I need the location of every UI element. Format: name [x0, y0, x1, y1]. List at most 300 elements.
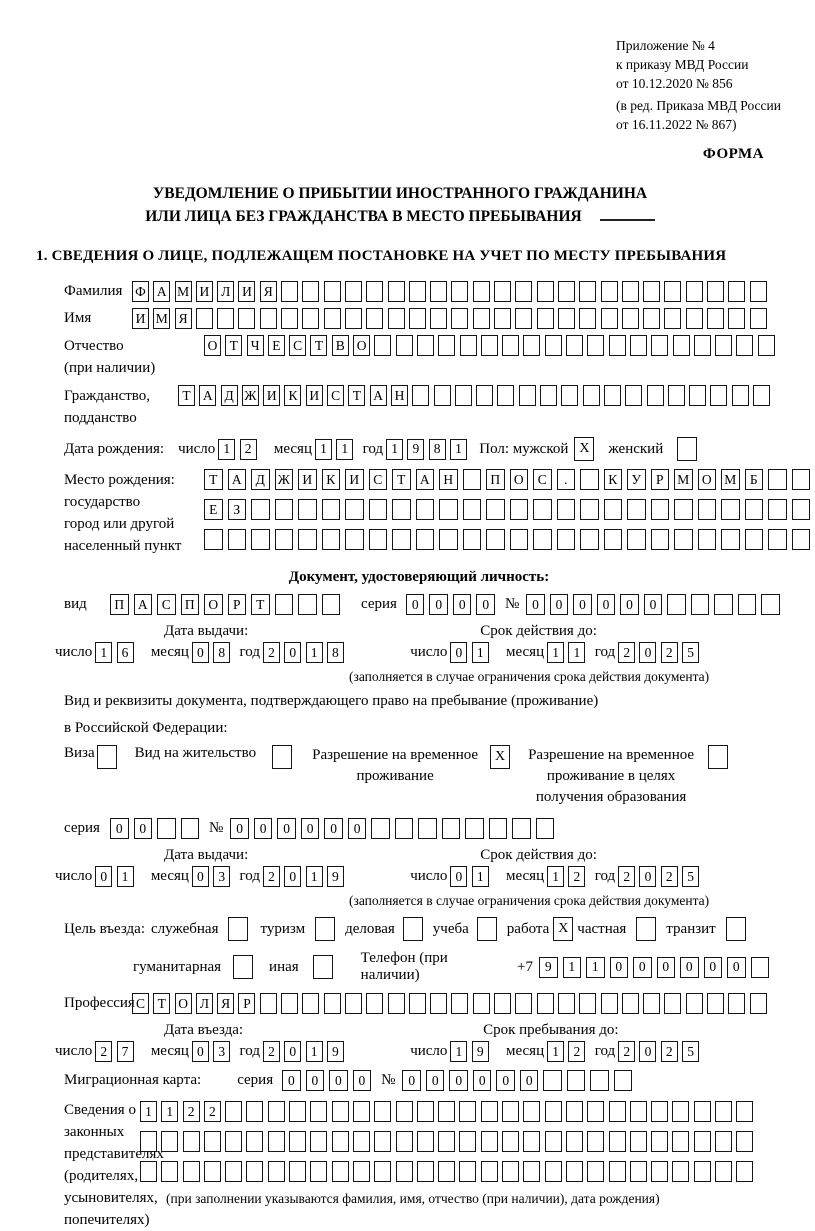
doc-expiry-month — [547, 642, 590, 663]
form-cell: 0 — [473, 1070, 492, 1091]
form-cell: 2 — [263, 1041, 280, 1062]
doc-expiry-label: Срок действия до: — [480, 623, 597, 639]
form-cell — [622, 308, 639, 329]
form-cell — [664, 308, 681, 329]
stay-day — [450, 1041, 493, 1062]
form-cell — [523, 1161, 540, 1182]
form-cell — [651, 499, 670, 520]
form-cell — [310, 1101, 327, 1122]
form-cell — [392, 529, 411, 550]
doc-expiry-year — [618, 642, 703, 663]
form-cell — [510, 529, 529, 550]
doc-dates-row: число 1 6 месяц 0 8 год 2 0 1 8 число 0 1 месяц 1 1 год 2 0 2 5 — [55, 642, 774, 663]
citizenship-label: Гражданство, подданство — [64, 388, 151, 426]
form-cell: И — [263, 385, 280, 406]
form-cell — [463, 469, 482, 490]
migcard-row — [64, 1070, 774, 1091]
form-cell: Т — [204, 469, 223, 490]
form-cell — [374, 1131, 391, 1152]
migcard-number-cells — [402, 1070, 637, 1091]
doc-issue-month — [192, 642, 235, 663]
form-cell — [395, 818, 414, 839]
form-cell — [601, 993, 618, 1014]
form-cell — [140, 1131, 157, 1152]
purpose-row — [64, 917, 774, 941]
form-cell — [694, 1161, 711, 1182]
form-cell: 8 — [327, 642, 344, 663]
form-cell — [481, 1101, 498, 1122]
form-cell — [545, 1131, 562, 1152]
form-cell — [438, 1161, 455, 1182]
form-cell: 0 — [639, 1041, 656, 1062]
form-cell: 0 — [192, 866, 209, 887]
form-cell — [672, 1131, 689, 1152]
form-cell — [289, 1101, 306, 1122]
rvp-education-checkbox — [708, 745, 728, 769]
representatives-cells-row3 — [140, 1161, 758, 1182]
form-cell — [417, 335, 434, 356]
form-cell: З — [228, 499, 247, 520]
form-cell: Т — [392, 469, 411, 490]
form-cell — [732, 385, 749, 406]
form-cell — [622, 993, 639, 1014]
form-cell — [246, 1161, 263, 1182]
form-cell: 1 — [218, 439, 235, 460]
form-cell: О — [204, 335, 221, 356]
form-cell: X — [574, 437, 594, 461]
form-cell — [510, 499, 529, 520]
form-cell: 0 — [633, 957, 652, 978]
form-cell: 0 — [95, 866, 112, 887]
form-cell: С — [327, 385, 344, 406]
form-cell — [651, 335, 668, 356]
form-cell — [417, 1131, 434, 1152]
form-cell — [728, 281, 745, 302]
form-cell — [627, 499, 646, 520]
form-cell — [689, 385, 706, 406]
form-cell: Р — [228, 594, 247, 615]
form-cell — [622, 281, 639, 302]
form-cell: 2 — [95, 1041, 112, 1062]
form-cell — [707, 993, 724, 1014]
form-cell — [494, 308, 511, 329]
birthplace-cells-row1 — [204, 469, 815, 490]
form-cell — [494, 993, 511, 1014]
form-cell — [396, 1161, 413, 1182]
form-cell: 0 — [476, 594, 495, 615]
form-cell: М — [674, 469, 693, 490]
form-cell: 0 — [348, 818, 367, 839]
migcard-series-cells — [282, 1070, 376, 1091]
form-cell: 0 — [134, 818, 153, 839]
entry-date-label: Дата въезда: — [164, 1022, 244, 1038]
form-cell: 2 — [263, 866, 280, 887]
form-cell — [366, 993, 383, 1014]
form-cell — [672, 1101, 689, 1122]
form-cell: 2 — [661, 866, 678, 887]
form-cell: 0 — [429, 594, 448, 615]
form-cell — [315, 917, 335, 941]
form-cell: 2 — [240, 439, 257, 460]
form-cell: Т — [178, 385, 195, 406]
doc-expiry-day — [450, 642, 493, 663]
rvp-checkbox — [490, 745, 510, 769]
form-cell — [751, 957, 770, 978]
form-cell — [502, 1101, 519, 1122]
form-cell — [324, 281, 341, 302]
form-cell: X — [553, 917, 573, 941]
form-cell — [353, 1161, 370, 1182]
form-cell — [604, 499, 623, 520]
form-cell: 2 — [661, 642, 678, 663]
form-cell — [567, 1070, 586, 1091]
purpose-item-label: служебная — [150, 920, 219, 937]
form-cell — [694, 1101, 711, 1122]
purpose-checkbox — [313, 955, 333, 979]
patronymic-cells — [204, 335, 779, 356]
purpose-item-label: работа — [506, 920, 550, 937]
form-cell: 0 — [597, 594, 616, 615]
form-label: ФОРМА — [702, 146, 764, 162]
rvp-series-label: серия — [64, 820, 100, 836]
form-cell: 1 — [547, 866, 564, 887]
form-cell: С — [132, 993, 149, 1014]
form-cell: 0 — [192, 642, 209, 663]
form-cell — [272, 745, 292, 769]
form-cell: И — [298, 469, 317, 490]
form-cell: 1 — [586, 957, 605, 978]
form-cell — [371, 818, 390, 839]
form-cell — [738, 594, 757, 615]
form-cell: 1 — [336, 439, 353, 460]
purpose-checkbox — [726, 917, 746, 941]
form-cell: У — [627, 469, 646, 490]
form-cell — [353, 1131, 370, 1152]
form-cell: Т — [348, 385, 365, 406]
form-cell: Ж — [275, 469, 294, 490]
form-cell — [438, 1101, 455, 1122]
rvp-issue-day — [95, 866, 138, 887]
rvp-validity-note: (заполняется в случае ограничения срока действия документа) — [349, 893, 710, 908]
form-cell: 0 — [526, 594, 545, 615]
form-cell — [643, 993, 660, 1014]
form-cell — [674, 529, 693, 550]
rvp-series-row — [64, 818, 774, 839]
form-cell — [643, 281, 660, 302]
form-cell — [353, 1101, 370, 1122]
form-cell: 6 — [117, 642, 134, 663]
birth-month-cells — [315, 439, 358, 460]
purpose-item-label: туризм — [260, 920, 306, 937]
doc-issue-day — [95, 642, 138, 663]
form-cell — [463, 529, 482, 550]
form-cell: 2 — [183, 1101, 200, 1122]
form-cell — [630, 1131, 647, 1152]
form-cell: 1 — [306, 1041, 323, 1062]
form-cell — [268, 1161, 285, 1182]
form-cell — [374, 1101, 391, 1122]
form-cell — [481, 1161, 498, 1182]
form-cell — [677, 437, 697, 461]
form-cell: В — [332, 335, 349, 356]
representatives-cells-row1 — [140, 1101, 758, 1122]
form-cell — [345, 993, 362, 1014]
sex-female-label: женский — [608, 440, 664, 457]
form-cell — [583, 385, 600, 406]
form-cell — [417, 1161, 434, 1182]
form-cell — [225, 1161, 242, 1182]
form-cell — [536, 818, 555, 839]
rvp-dates-labels — [64, 847, 774, 864]
form-cell: Т — [153, 993, 170, 1014]
form-cell: А — [134, 594, 153, 615]
birthplace-cells-block — [204, 469, 815, 559]
form-cell: 1 — [117, 866, 134, 887]
form-cell: Ж — [242, 385, 259, 406]
form-cell — [736, 1101, 753, 1122]
form-cell: 2 — [568, 866, 585, 887]
rvp-number-cells — [230, 818, 559, 839]
form-cell: И — [132, 308, 149, 329]
form-cell — [721, 499, 740, 520]
form-cell: А — [370, 385, 387, 406]
form-cell: П — [486, 469, 505, 490]
form-cell — [587, 1161, 604, 1182]
form-cell — [647, 385, 664, 406]
form-cell — [161, 1131, 178, 1152]
doc-type-cells — [110, 594, 345, 615]
form-cell: 0 — [550, 594, 569, 615]
form-cell: О — [698, 469, 717, 490]
form-cell — [409, 281, 426, 302]
form-cell: 0 — [284, 1041, 301, 1062]
form-cell: 0 — [284, 866, 301, 887]
form-cell — [519, 385, 536, 406]
rvp-issue-month — [192, 866, 235, 887]
residence-doc-text1: Вид и реквизиты документа, подтверждающего право на пребывание (проживание) — [64, 693, 599, 709]
form-cell — [753, 385, 770, 406]
form-cell — [726, 917, 746, 941]
representatives-label: Сведения о законных представителях (родителях, усыновителях, попечителях) — [64, 1102, 164, 1228]
form-cell: 1 — [306, 642, 323, 663]
form-cell — [97, 745, 117, 769]
purpose-item-label: деловая — [345, 920, 395, 937]
form-cell: С — [289, 335, 306, 356]
doc-issue-year — [263, 642, 348, 663]
form-cell — [275, 594, 294, 615]
doc-type-row — [64, 594, 774, 615]
entry-day — [95, 1041, 138, 1062]
form-cell: 1 — [568, 642, 585, 663]
representatives-note: (при заполнении указываются фамилия, имя, отчество (при наличии), дата рождения) — [166, 1191, 660, 1206]
form-cell — [459, 1131, 476, 1152]
form-cell — [736, 1131, 753, 1152]
form-cell — [366, 308, 383, 329]
form-cell: 1 — [161, 1101, 178, 1122]
form-cell: К — [322, 469, 341, 490]
form-cell — [438, 335, 455, 356]
form-cell — [708, 745, 728, 769]
rvp-expiry-day — [450, 866, 493, 887]
form-cell: 5 — [682, 1041, 699, 1062]
form-cell — [579, 308, 596, 329]
form-cell — [728, 993, 745, 1014]
form-cell — [721, 529, 740, 550]
purpose-checkbox — [315, 917, 335, 941]
form-cell: 9 — [539, 957, 558, 978]
form-cell — [439, 499, 458, 520]
form-cell: М — [153, 308, 170, 329]
form-cell: 1 — [450, 1041, 467, 1062]
birthplace-cells-row2 — [204, 499, 815, 520]
form-cell — [758, 335, 775, 356]
form-cell — [268, 1131, 285, 1152]
form-cell: 1 — [315, 439, 332, 460]
form-cell — [332, 1161, 349, 1182]
form-cell: 0 — [450, 642, 467, 663]
form-cell — [630, 1101, 647, 1122]
form-cell: О — [353, 335, 370, 356]
form-cell — [298, 529, 317, 550]
representatives-row — [64, 1099, 774, 1231]
form-cell: И — [238, 281, 255, 302]
form-cell — [557, 529, 576, 550]
form-cell — [674, 499, 693, 520]
form-cell — [512, 818, 531, 839]
purpose-item-label: транзит — [666, 920, 716, 937]
rvp-expiry-month — [547, 866, 590, 887]
form-cell: О — [510, 469, 529, 490]
form-cell — [545, 1161, 562, 1182]
citizenship-row — [64, 385, 774, 429]
form-cell — [614, 1070, 633, 1091]
form-cell — [161, 1161, 178, 1182]
form-cell: 1 — [95, 642, 112, 663]
form-cell — [557, 499, 576, 520]
form-cell — [281, 993, 298, 1014]
form-cell — [345, 499, 364, 520]
form-cell — [396, 335, 413, 356]
form-cell: Я — [175, 308, 192, 329]
form-cell — [523, 1131, 540, 1152]
form-cell — [580, 469, 599, 490]
form-cell — [502, 335, 519, 356]
form-cell: Т — [310, 335, 327, 356]
form-cell — [416, 499, 435, 520]
form-cell — [604, 529, 623, 550]
form-cell — [515, 281, 532, 302]
purpose-checkbox — [477, 917, 497, 941]
form-cell: К — [284, 385, 301, 406]
form-cell — [442, 818, 461, 839]
form-cell: А — [153, 281, 170, 302]
form-cell — [268, 1101, 285, 1122]
form-cell: 2 — [263, 642, 280, 663]
form-cell: Я — [217, 993, 234, 1014]
form-cell: 0 — [727, 957, 746, 978]
regulation-amendment-line: (в ред. Приказа МВД России — [616, 98, 781, 113]
form-cell — [238, 308, 255, 329]
form-cell — [313, 955, 333, 979]
form-cell — [430, 281, 447, 302]
regulation-line: Приложение № 4 — [616, 38, 715, 53]
form-cell: Т — [225, 335, 242, 356]
form-cell — [698, 499, 717, 520]
form-cell: 1 — [306, 866, 323, 887]
form-cell — [502, 1161, 519, 1182]
rvp-issue-year — [263, 866, 348, 887]
form-cell — [451, 308, 468, 329]
form-cell — [396, 1131, 413, 1152]
form-cell: 0 — [301, 818, 320, 839]
form-cell — [463, 499, 482, 520]
form-cell: 2 — [661, 1041, 678, 1062]
form-cell: 9 — [327, 1041, 344, 1062]
form-cell: 0 — [644, 594, 663, 615]
form-cell: 0 — [426, 1070, 445, 1091]
birthdate-label: Дата рождения: — [64, 440, 165, 457]
purpose-item-label: иная — [269, 958, 299, 975]
form-cell — [403, 917, 423, 941]
form-cell — [183, 1161, 200, 1182]
form-cell — [233, 955, 253, 979]
form-cell — [686, 281, 703, 302]
visa-checkbox — [97, 745, 117, 769]
form-cell — [438, 1131, 455, 1152]
form-cell: 0 — [573, 594, 592, 615]
purpose-row2 — [64, 950, 774, 984]
form-cell: А — [199, 385, 216, 406]
form-cell: О — [175, 993, 192, 1014]
form-cell — [558, 308, 575, 329]
form-cell: X — [490, 745, 510, 769]
form-cell — [476, 385, 493, 406]
form-cell: 2 — [204, 1101, 221, 1122]
form-cell — [459, 1161, 476, 1182]
form-cell — [486, 529, 505, 550]
form-cell — [736, 1161, 753, 1182]
purpose-item-label: гуманитарная — [133, 958, 222, 975]
form-cell — [601, 308, 618, 329]
form-cell — [396, 1101, 413, 1122]
migcard-series-label: серия — [237, 1072, 274, 1088]
profession-cells — [132, 993, 771, 1014]
entry-month — [192, 1041, 235, 1062]
form-cell — [412, 385, 429, 406]
form-cell — [225, 1131, 242, 1152]
form-cell: 0 — [284, 642, 301, 663]
form-cell — [302, 308, 319, 329]
form-cell — [580, 529, 599, 550]
form-cell: 0 — [277, 818, 296, 839]
purpose-checkbox — [636, 917, 656, 941]
form-cell: 0 — [254, 818, 273, 839]
form-cell — [322, 499, 341, 520]
birth-day-cells — [218, 439, 261, 460]
form-cell — [345, 308, 362, 329]
form-cell — [430, 308, 447, 329]
form-cell: 0 — [620, 594, 639, 615]
form-cell — [451, 281, 468, 302]
form-cell — [630, 335, 647, 356]
form-cell — [225, 1101, 242, 1122]
purpose-checkbox — [403, 917, 423, 941]
section-1-heading: 1. СВЕДЕНИЯ О ЛИЦЕ, ПОДЛЕЖАЩЕМ ПОСТАНОВКЕ НА УЧЕТ ПО МЕСТУ ПРЕБЫВАНИЯ — [36, 248, 727, 264]
form-cell: 9 — [472, 1041, 489, 1062]
form-cell — [275, 529, 294, 550]
form-cell: Т — [251, 594, 270, 615]
form-cell: 0 — [610, 957, 629, 978]
